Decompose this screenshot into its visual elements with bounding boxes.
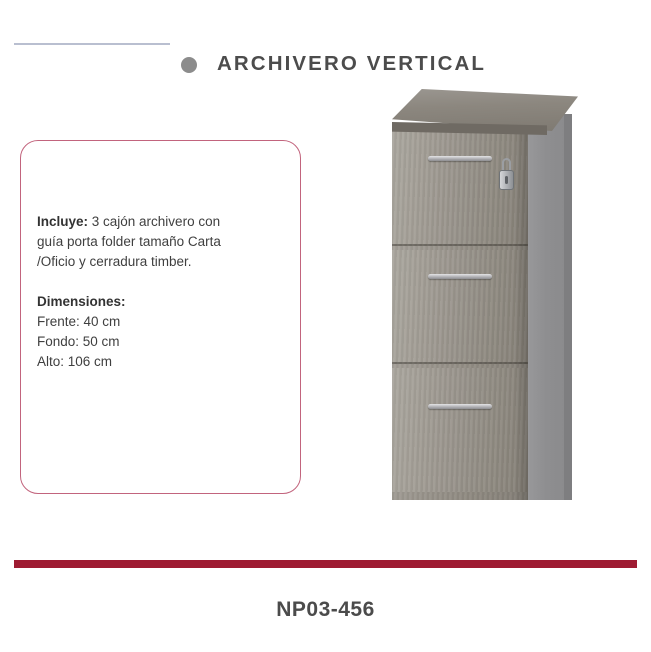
footer-bar — [14, 560, 637, 568]
includes-line-1 — [37, 212, 277, 232]
includes-line-2: guía porta folder tamaño Carta — [37, 234, 221, 249]
cabinet-side-panel-edge — [564, 114, 572, 500]
drawer-handle-middle — [428, 274, 492, 279]
lock-keyhole-icon — [505, 176, 508, 184]
drawer-middle — [392, 250, 528, 364]
page-header — [0, 26, 651, 75]
page-title: ARCHIVERO VERTICAL — [217, 52, 487, 75]
header-bullet-icon — [181, 57, 197, 73]
product-illustration — [386, 84, 606, 514]
dimensions-label: Dimensiones: — [37, 294, 126, 309]
dimension-alto: Alto: 106 cm — [37, 354, 113, 369]
drawer-handle-top — [428, 156, 492, 161]
dimension-fondo: Fondo: 50 cm — [37, 334, 120, 349]
product-code: NP03-456 — [276, 598, 375, 621]
info-text-block — [37, 212, 277, 372]
cabinet-body-shading — [514, 128, 528, 500]
drawer-bottom — [392, 368, 528, 492]
text-spacer — [37, 272, 277, 292]
includes-line-1-rest: 3 cajón archivero con — [88, 214, 221, 229]
includes-line-3: /Oficio y cerradura timber. — [37, 254, 192, 269]
drawer-handle-bottom — [428, 404, 492, 409]
dimensions-heading — [37, 292, 277, 312]
dimension-frente: Frente: 40 cm — [37, 314, 121, 329]
header-rule — [14, 43, 170, 45]
includes-label: Incluye: — [37, 214, 89, 229]
